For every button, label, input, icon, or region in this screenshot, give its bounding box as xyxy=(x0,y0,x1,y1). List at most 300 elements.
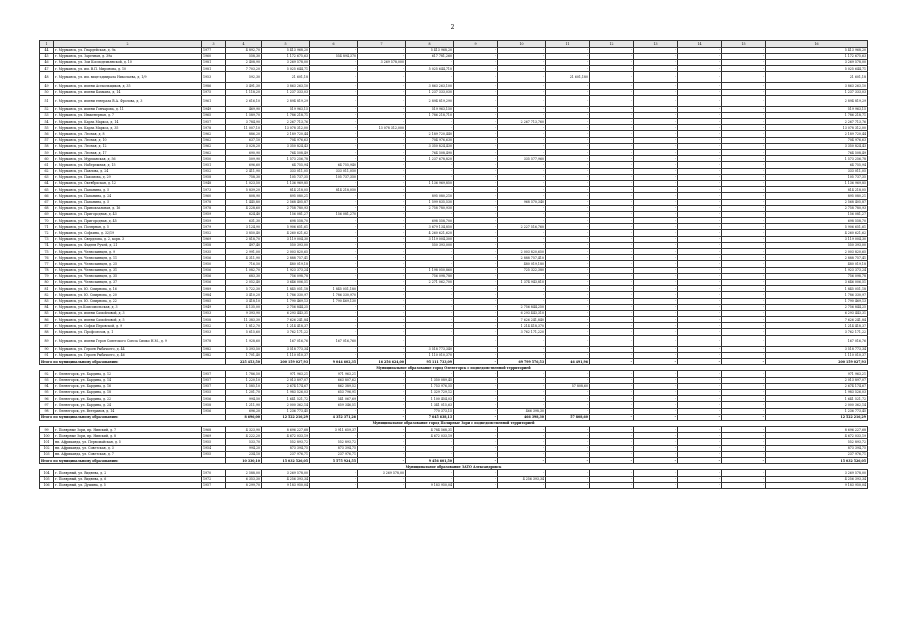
value-cell: - xyxy=(590,125,634,131)
value-cell: - xyxy=(678,95,722,106)
year-cell: 1978 xyxy=(202,125,226,131)
value-cell: 1 082,70 xyxy=(226,267,262,273)
value-cell: - xyxy=(678,53,722,59)
value-cell: - xyxy=(590,427,634,433)
value-cell: - xyxy=(358,199,406,205)
year-cell: 1982 xyxy=(202,352,226,358)
value-cell: - xyxy=(678,286,722,292)
value-cell: - xyxy=(590,162,634,168)
value-cell: 3 124,90 xyxy=(226,224,262,230)
address-cell: г. Мурманск, ул. Зои Космодемьянской, д. 10 xyxy=(54,59,202,65)
row-index: 99 xyxy=(40,427,54,433)
value-cell: - xyxy=(454,310,498,316)
value-cell: 3 762 171,22 xyxy=(766,329,868,335)
address-cell: г. Мурманск, ул. Пригородная, д. 45 xyxy=(54,218,202,224)
value-cell: - xyxy=(406,187,454,193)
value-cell: 1 110 010,37 xyxy=(262,352,310,358)
value-cell: - xyxy=(310,125,358,131)
value-cell: - xyxy=(498,371,546,377)
value-cell: 7 626 241,84 xyxy=(766,317,868,323)
value-cell: - xyxy=(678,211,722,217)
row-index: 97 xyxy=(40,402,54,408)
value-cell: 1 136 969,85 xyxy=(766,180,868,186)
value-cell: - xyxy=(358,261,406,267)
value-cell: 1 786,50 xyxy=(226,371,262,377)
year-cell: 1981 xyxy=(202,59,226,65)
value-cell: - xyxy=(722,119,766,125)
value-cell: 7 626 241,84 xyxy=(262,317,310,323)
value-cell: - xyxy=(722,199,766,205)
subtotal-cell: 69 799 576,53 xyxy=(498,359,546,365)
year-cell: 1957 xyxy=(202,377,226,383)
year-cell: 1956 xyxy=(202,408,226,414)
value-cell: - xyxy=(722,377,766,383)
value-cell: - xyxy=(546,174,590,180)
value-cell: - xyxy=(590,66,634,72)
value-cell: 1 641 521,72 xyxy=(766,396,868,402)
value-cell: 895 080,21 xyxy=(262,193,310,199)
value-cell: 1 573 256,78 xyxy=(262,156,310,162)
row-index: 45 xyxy=(40,53,54,59)
value-cell: - xyxy=(722,267,766,273)
value-cell: - xyxy=(310,180,358,186)
subtotal-cell: 225 453,50 xyxy=(226,359,262,365)
value-cell: - xyxy=(634,304,678,310)
value-cell: - xyxy=(590,89,634,95)
column-number: 16 xyxy=(766,41,868,48)
value-cell: 550 393,00 xyxy=(262,242,310,248)
address-cell: г. Оленегорск, ул. Бардина, д. 16 xyxy=(54,383,202,389)
row-index: 52 xyxy=(40,106,54,112)
value-cell: - xyxy=(678,427,722,433)
value-cell: 2 000 362,14 xyxy=(262,402,310,408)
value-cell: 533,70 xyxy=(226,439,262,445)
value-cell: 1 214 418,37 xyxy=(262,323,310,329)
value-cell: 704 976,63 xyxy=(766,137,868,143)
address-cell: г. Мурманск, ул. имени Гончарова, д. 11 xyxy=(54,106,202,112)
value-cell: - xyxy=(454,261,498,267)
value-cell: - xyxy=(406,335,454,346)
value-cell: - xyxy=(634,156,678,162)
value-cell: - xyxy=(634,47,678,53)
value-cell: - xyxy=(722,180,766,186)
value-cell: - xyxy=(722,187,766,193)
row-index: 71 xyxy=(40,224,54,230)
subtotal-cell: 200 159 027,93 xyxy=(766,359,868,365)
value-cell: 2 888 757,41 xyxy=(262,255,310,261)
column-number: 13 xyxy=(634,41,678,48)
value-cell: - xyxy=(722,323,766,329)
value-cell: - xyxy=(546,168,590,174)
value-cell: - xyxy=(358,389,406,395)
value-cell: - xyxy=(634,174,678,180)
year-cell: 1953 xyxy=(202,310,226,316)
value-cell: - xyxy=(310,261,358,267)
value-cell: 2 411,90 xyxy=(226,168,262,174)
value-cell: - xyxy=(546,470,590,476)
value-cell: - xyxy=(546,89,590,95)
value-cell: 5 413 968,20 xyxy=(262,47,310,53)
value-cell: - xyxy=(590,273,634,279)
value-cell: - xyxy=(406,451,454,457)
row-index: 69 xyxy=(40,211,54,217)
address-cell: г. Мурманск, ул. Ю. Смирнова, д. 20 xyxy=(54,292,202,298)
value-cell: - xyxy=(498,59,546,65)
value-cell: - xyxy=(634,242,678,248)
value-cell: - xyxy=(678,310,722,316)
row-index: 49 xyxy=(40,83,54,89)
value-cell: - xyxy=(634,439,678,445)
value-cell: - xyxy=(310,199,358,205)
address-cell: г. Мурманск, ул. имени Асекольщиков, д. 35 xyxy=(54,83,202,89)
value-cell: - xyxy=(454,125,498,131)
subtotal-cell: 7 645 638,13 xyxy=(406,414,454,420)
value-cell: - xyxy=(546,451,590,457)
value-cell: - xyxy=(678,377,722,383)
value-cell: 3 863 263,10 xyxy=(262,83,310,89)
value-cell: - xyxy=(358,106,406,112)
value-cell: - xyxy=(358,143,406,149)
value-cell: - xyxy=(358,445,406,451)
year-cell: 1959 xyxy=(202,218,226,224)
value-cell: 2 227 516,760 xyxy=(498,224,546,230)
column-number: 7 xyxy=(358,41,406,48)
value-cell: 704 976,63 xyxy=(262,137,310,143)
address-cell: г. Мурманск, ул. Пахомова, д. 29 xyxy=(54,174,202,180)
value-cell: - xyxy=(498,433,546,439)
value-cell: 1 236 773,45 xyxy=(262,408,310,414)
value-cell: - xyxy=(590,83,634,89)
value-cell: - xyxy=(590,317,634,323)
address-cell: г. Оленегорск, ул. Бардина, д. 24 xyxy=(54,402,202,408)
value-cell: - xyxy=(454,408,498,414)
value-cell: - xyxy=(454,298,498,304)
year-cell: 1958 xyxy=(202,174,226,180)
value-cell: - xyxy=(678,402,722,408)
row-index: 50 xyxy=(40,89,54,95)
value-cell: - xyxy=(358,249,406,255)
row-index: 105 xyxy=(40,476,54,482)
value-cell: - xyxy=(498,273,546,279)
value-cell: - xyxy=(454,47,498,53)
value-cell: 156 081,27 xyxy=(766,211,868,217)
value-cell: - xyxy=(358,433,406,439)
year-cell: 1949 xyxy=(202,106,226,112)
value-cell: - xyxy=(310,66,358,72)
value-cell: - xyxy=(546,329,590,335)
value-cell: - xyxy=(634,402,678,408)
row-index: 81 xyxy=(40,286,54,292)
value-cell: - xyxy=(498,298,546,304)
value-cell: - xyxy=(406,439,454,445)
value-cell: 469,90 xyxy=(226,106,262,112)
value-cell: - xyxy=(498,396,546,402)
subtotal-cell: - xyxy=(546,458,590,464)
value-cell: 5 393,50 xyxy=(226,346,262,352)
row-index: 51 xyxy=(40,95,54,106)
address-cell: г. Мурманск, ул. Челюскинцев, д. 37 xyxy=(54,279,202,285)
value-cell: - xyxy=(590,377,634,383)
value-cell: - xyxy=(678,383,722,389)
value-cell: - xyxy=(310,273,358,279)
value-cell: - xyxy=(678,255,722,261)
value-cell: - xyxy=(454,89,498,95)
value-cell: 4 260 621,62 xyxy=(766,230,868,236)
value-cell: 994,20 xyxy=(226,445,262,451)
value-cell: - xyxy=(634,279,678,285)
value-cell: - xyxy=(722,72,766,83)
value-cell: - xyxy=(310,218,358,224)
year-cell: 1979 xyxy=(202,224,226,230)
value-cell: - xyxy=(590,53,634,59)
value-cell: 1 753 976,55 xyxy=(406,383,454,389)
year-cell: 1951 xyxy=(202,162,226,168)
value-cell: - xyxy=(358,156,406,162)
value-cell: - xyxy=(634,371,678,377)
year-cell: 1969 xyxy=(202,433,226,439)
year-cell: 1978 xyxy=(202,335,226,346)
value-cell: - xyxy=(634,346,678,352)
address-cell: г. Мурманск, ул. Софьи Перовской, д. 9 xyxy=(54,323,202,329)
column-number: 4 xyxy=(226,41,262,48)
value-cell: - xyxy=(498,292,546,298)
value-cell: 2 003 820,650 xyxy=(498,249,546,255)
address-cell: г. Полярные Зори, пр. Нивский, д. 7 xyxy=(54,427,202,433)
subtotal-cell: - xyxy=(678,359,722,365)
value-cell: - xyxy=(454,174,498,180)
value-cell: 3 863 263,100 xyxy=(406,83,454,89)
value-cell: - xyxy=(590,445,634,451)
value-cell: - xyxy=(590,482,634,488)
value-cell: 2 267 713,760 xyxy=(498,119,546,125)
value-cell: - xyxy=(722,335,766,346)
value-cell: - xyxy=(454,371,498,377)
row-index: 87 xyxy=(40,323,54,329)
value-cell: 756 098,78 xyxy=(262,273,310,279)
subtotal-cell: 466 398,30 xyxy=(498,414,546,420)
value-cell: - xyxy=(358,383,406,389)
value-cell: 4 784 568,31 xyxy=(406,427,454,433)
value-cell: 9 183 950,04 xyxy=(406,482,454,488)
value-cell: 895 080,21 xyxy=(766,193,868,199)
value-cell: 21 601,18 xyxy=(766,72,868,83)
value-cell: 1 136 969,85 xyxy=(262,180,310,186)
value-cell: - xyxy=(634,476,678,482)
value-cell: - xyxy=(546,482,590,488)
value-cell: - xyxy=(634,119,678,125)
value-cell: 696,60 xyxy=(226,162,262,168)
row-index: 88 xyxy=(40,329,54,335)
value-cell: 3 646 006,51 xyxy=(766,279,868,285)
row-index: 57 xyxy=(40,137,54,143)
value-cell: - xyxy=(358,317,406,323)
value-cell: - xyxy=(634,66,678,72)
year-cell: 1953 xyxy=(202,72,226,83)
value-cell: - xyxy=(310,193,358,199)
value-cell: 2 267 713,76 xyxy=(262,119,310,125)
address-cell: г. Мурманск, ул. Челюскинцев, д. 31 xyxy=(54,267,202,273)
value-cell: - xyxy=(358,211,406,217)
row-index: 76 xyxy=(40,255,54,261)
value-cell: - xyxy=(498,83,546,89)
year-cell: 1948 xyxy=(202,180,226,186)
value-cell: - xyxy=(498,174,546,180)
year-cell: 1985 xyxy=(202,298,226,304)
table-row xyxy=(40,95,868,106)
row-index: 85 xyxy=(40,310,54,316)
address-cell: г. Мурманск, ул. имени Самойловой, д. 5 xyxy=(54,317,202,323)
address-cell: г. Мурманск, ул. Пригородная, д. 43 xyxy=(54,211,202,217)
value-cell: - xyxy=(406,371,454,377)
value-cell: - xyxy=(358,298,406,304)
subtotal-cell: 9 456 601,50 xyxy=(406,458,454,464)
value-cell: - xyxy=(498,125,546,131)
value-cell: - xyxy=(678,89,722,95)
value-cell: - xyxy=(310,143,358,149)
subtotal-cell: 9 044 602,35 xyxy=(310,359,358,365)
value-cell: - xyxy=(358,304,406,310)
value-cell: - xyxy=(454,236,498,242)
value-cell: - xyxy=(634,230,678,236)
row-index: 64 xyxy=(40,180,54,186)
value-cell: - xyxy=(634,89,678,95)
value-cell: 764 508,490 xyxy=(406,150,454,156)
table-row xyxy=(40,335,868,346)
year-cell: 1986 xyxy=(202,83,226,89)
address-cell: г. Оленегорск, ул. Бардина, д. 22 xyxy=(54,396,202,402)
value-cell: - xyxy=(590,59,634,65)
value-cell: - xyxy=(722,402,766,408)
value-cell: - xyxy=(634,482,678,488)
value-cell: 1 928,60 xyxy=(226,335,262,346)
value-cell: - xyxy=(406,298,454,304)
value-cell: 1 236 773,45 xyxy=(766,408,868,414)
year-cell: 1958 xyxy=(202,402,226,408)
value-cell: - xyxy=(634,106,678,112)
value-cell: - xyxy=(498,137,546,143)
value-cell: - xyxy=(546,211,590,217)
value-cell: 167 016,760 xyxy=(310,335,358,346)
value-cell: - xyxy=(634,95,678,106)
value-cell: - xyxy=(590,329,634,335)
row-index: 54 xyxy=(40,119,54,125)
value-cell: - xyxy=(590,310,634,316)
value-cell: - xyxy=(546,433,590,439)
value-cell: - xyxy=(678,72,722,83)
year-cell: 1961 xyxy=(202,95,226,106)
value-cell: - xyxy=(678,106,722,112)
value-cell: - xyxy=(590,131,634,137)
subtotal-label: Итого по муниципальному образованию: xyxy=(40,414,226,420)
value-cell: - xyxy=(498,346,546,352)
value-cell: - xyxy=(358,112,406,118)
value-cell: - xyxy=(634,377,678,383)
value-cell: 5 615,60 xyxy=(226,329,262,335)
value-cell: - xyxy=(358,83,406,89)
value-cell: - xyxy=(678,137,722,143)
row-index: 74 xyxy=(40,242,54,248)
year-cell: 1958 xyxy=(202,242,226,248)
value-cell: - xyxy=(454,255,498,261)
year-cell: 1965 xyxy=(202,112,226,118)
value-cell: - xyxy=(358,273,406,279)
value-cell: 509,90 xyxy=(226,156,262,162)
value-cell: 756 098,780 xyxy=(406,273,454,279)
row-index: 84 xyxy=(40,304,54,310)
subtotal-cell: - xyxy=(590,458,634,464)
value-cell: - xyxy=(358,439,406,445)
row-index: 60 xyxy=(40,156,54,162)
value-cell: - xyxy=(678,292,722,298)
value-cell: - xyxy=(358,377,406,383)
year-cell: 1956 xyxy=(202,267,226,273)
year-cell: 1952 xyxy=(202,323,226,329)
value-cell: 167 016,76 xyxy=(766,335,868,346)
value-cell: 1 790 469,13 xyxy=(766,298,868,304)
value-cell: - xyxy=(722,383,766,389)
value-cell: 11 007,10 xyxy=(226,125,262,131)
value-cell: - xyxy=(454,352,498,358)
value-cell: - xyxy=(454,95,498,106)
value-cell: - xyxy=(358,205,406,211)
value-cell: - xyxy=(722,83,766,89)
value-cell: - xyxy=(498,218,546,224)
subtotal-cell: 5 575 924,55 xyxy=(310,458,358,464)
value-cell: - xyxy=(546,445,590,451)
value-cell: 480 019,18 xyxy=(766,261,868,267)
value-cell: - xyxy=(358,335,406,346)
row-index: 55 xyxy=(40,125,54,131)
value-cell: - xyxy=(634,162,678,168)
value-cell: - xyxy=(358,329,406,335)
value-cell: - xyxy=(678,279,722,285)
value-cell: - xyxy=(678,193,722,199)
address-cell: г. Мурманск, ул. Свердлова, д. 2, корп. 3 xyxy=(54,236,202,242)
value-cell: 1 374 943,810 xyxy=(498,279,546,285)
value-cell: - xyxy=(358,53,406,59)
value-cell: - xyxy=(498,205,546,211)
value-cell: - xyxy=(454,279,498,285)
value-cell: 554 894,370 xyxy=(310,53,358,59)
value-cell: - xyxy=(678,112,722,118)
value-cell: 335 577,960 xyxy=(498,156,546,162)
value-cell: - xyxy=(358,396,406,402)
value-cell: 1 136 969,850 xyxy=(406,180,454,186)
value-cell: - xyxy=(590,187,634,193)
value-cell: - xyxy=(634,255,678,261)
value-cell: - xyxy=(590,236,634,242)
value-cell: 808,90 xyxy=(226,193,262,199)
value-cell: 5 722,30 xyxy=(226,286,262,292)
value-cell: - xyxy=(498,402,546,408)
value-cell: - xyxy=(634,236,678,242)
value-cell: - xyxy=(406,261,454,267)
year-cell: 1970 xyxy=(202,470,226,476)
value-cell: 3 119 004,30 xyxy=(766,236,868,242)
row-index: 48 xyxy=(40,72,54,83)
value-cell: - xyxy=(590,47,634,53)
value-cell: - xyxy=(406,304,454,310)
value-cell: - xyxy=(498,236,546,242)
value-cell: - xyxy=(722,482,766,488)
address-cell: нп. Африканда, ул. Советская, д. 3 xyxy=(54,445,202,451)
value-cell: - xyxy=(634,53,678,59)
value-cell: - xyxy=(498,383,546,389)
value-cell: - xyxy=(590,143,634,149)
value-cell: 1 786 218,710 xyxy=(406,112,454,118)
row-index: 90 xyxy=(40,346,54,352)
address-cell: г. Полярный, ул. Видяева, д. 2 xyxy=(54,470,202,476)
